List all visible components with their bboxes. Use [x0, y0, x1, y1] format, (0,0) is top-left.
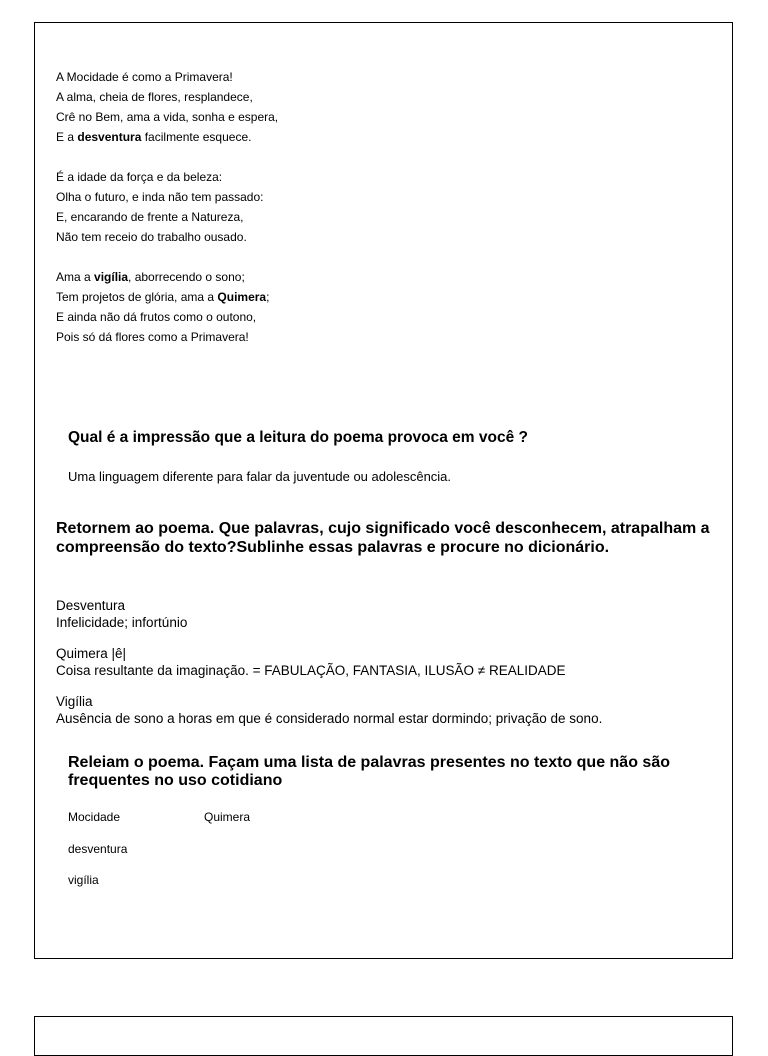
- question-1-heading: Qual é a impressão que a leitura do poema provoca em você ?: [68, 429, 528, 446]
- poem-line: E, encarando de frente a Natureza,: [56, 210, 244, 224]
- poem-text: ;: [266, 290, 270, 304]
- poem-line: Olha o futuro, e inda não tem passado:: [56, 190, 264, 204]
- poem-text: Tem projetos de glória, ama a: [56, 290, 218, 304]
- poem-line: Crê no Bem, ama a vida, sonha e espera,: [56, 110, 279, 124]
- poem-line: Pois só dá flores como a Primavera!: [56, 330, 249, 344]
- word-list-item: Mocidade: [68, 810, 121, 824]
- word-list-item: vigília: [68, 873, 99, 887]
- word-list-item: desventura: [68, 842, 128, 856]
- answer-1-text: Uma linguagem diferente para falar da juventude ou adolescência.: [68, 469, 452, 484]
- poem-line: Não tem receio do trabalho ousado.: [56, 230, 247, 244]
- definition-item: [56, 693, 602, 727]
- poem-text: , aborrecendo o sono;: [128, 270, 245, 284]
- definition-item: [56, 645, 602, 679]
- poem-line: A Mocidade é como a Primavera!: [56, 70, 233, 84]
- next-document-page: [34, 1016, 733, 1056]
- poem-text: facilmente esquece.: [141, 130, 252, 144]
- poem: [56, 67, 278, 347]
- poem-line: E ainda não dá frutos como o outono,: [56, 310, 257, 324]
- definition-term: Quimera |ê|: [56, 646, 127, 661]
- definition-meaning: Infelicidade; infortúnio: [56, 615, 188, 630]
- poem-line: [56, 127, 278, 147]
- poem-text: E a: [56, 130, 78, 144]
- poem-line: [56, 287, 278, 307]
- poem-line: [56, 267, 278, 287]
- poem-highlight-word: Quimera: [217, 290, 267, 304]
- poem-line: É a idade da força e da beleza:: [56, 170, 223, 184]
- question-3-heading: Releiam o poema. Façam uma lista de palavras presentes no texto que não são frequentes no uso cotidiano: [68, 754, 670, 789]
- definition-meaning: Coisa resultante da imaginação. = FABULAÇÃO, FANTASIA, ILUSÃO ≠ REALIDADE: [56, 663, 566, 678]
- definition-item: [56, 597, 602, 631]
- document-page: [34, 22, 733, 959]
- definition-meaning: Ausência de sono a horas em que é considerado normal estar dormindo; privação de sono.: [56, 711, 603, 726]
- question-2-heading: Retornem ao poema. Que palavras, cujo significado você desconhecem, atrapalham a compreensão do texto?Sublinhe essas palavras e procure no dicionário.: [56, 520, 710, 556]
- poem-text: Ama a: [56, 270, 95, 284]
- definition-term: Desventura: [56, 598, 126, 613]
- definitions-list: [56, 597, 602, 741]
- word-list-item: Quimera: [204, 810, 251, 824]
- poem-line: A alma, cheia de flores, resplandece,: [56, 90, 253, 104]
- poem-highlight-word: desventura: [77, 130, 142, 144]
- poem-highlight-word: vigília: [94, 270, 129, 284]
- definition-term: Vigília: [56, 694, 93, 709]
